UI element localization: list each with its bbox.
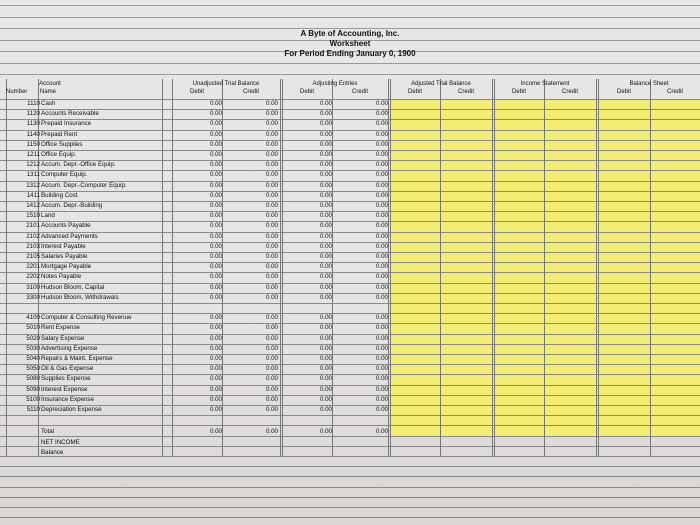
amount-adj_d: 0.00 (319, 100, 332, 107)
account-number: 1312 (26, 181, 40, 189)
account-name: Accum. Depr.-Computer Equip. (41, 181, 127, 189)
account-number: 5110 (26, 406, 40, 413)
table-row (6, 395, 700, 404)
amount-adj_c: 0.00 (375, 151, 388, 158)
amount-utb_d: 0.00 (209, 161, 222, 169)
amount-utb_c: 0.00 (265, 242, 278, 250)
group-title-0: Unadjusted Trial Balance (192, 81, 260, 87)
grid-hline (0, 517, 700, 518)
grid-hline (0, 415, 700, 416)
amount-adj_d: 0.00 (319, 232, 332, 240)
account-name: Salaries Payable (41, 253, 88, 260)
amount-utb_c: 0.00 (265, 406, 278, 413)
amount-adj_c: 0.00 (375, 344, 388, 352)
account-number: 4100 (26, 314, 40, 322)
footer-label: Balance (41, 448, 64, 456)
table-row (6, 170, 700, 179)
amount-utb_c: 0.00 (265, 212, 278, 220)
amount-adj_d: 0.00 (319, 406, 332, 413)
table-row (6, 293, 700, 302)
account-name: Hudson Bloom, Capital (41, 283, 105, 291)
account-name: Rent Expense (41, 324, 80, 332)
amount-utb_d: 0.00 (209, 171, 222, 179)
table-row (6, 283, 700, 292)
table-row (6, 272, 700, 281)
amount-utb_d: 0.00 (209, 151, 222, 158)
grid-hline (0, 425, 700, 426)
table-row (6, 99, 700, 108)
amount-adj_c: 0.00 (375, 263, 388, 271)
amount-adj_d: 0.00 (319, 202, 332, 209)
amount-utb_d: 0.00 (209, 212, 222, 220)
amount-utb_c: 0.00 (265, 324, 278, 332)
account-name: Advanced Payments (41, 232, 98, 240)
amount-utb_d: 0.00 (209, 232, 222, 240)
amount-adj_c: 0.00 (375, 130, 388, 138)
account-name: Mortgage Payable (41, 263, 92, 271)
amount-utb_c: 0.00 (265, 293, 278, 301)
account-number: 5040 (26, 355, 40, 362)
group-title-3: Income Statement (520, 81, 570, 87)
account-name: Accum. Depr.-Building (41, 202, 103, 209)
table-row (6, 109, 700, 118)
amount-utb_d: 0.00 (209, 242, 222, 250)
amount-utb_c: 0.00 (265, 263, 278, 271)
group-debit-4: Debit (616, 89, 631, 95)
amount-utb_d: 0.00 (209, 355, 222, 362)
amount-adj_c: 0.00 (375, 202, 388, 209)
footer-row (6, 448, 700, 457)
group-debit-0: Debit (189, 89, 204, 95)
account-number: 1211 (26, 151, 40, 158)
amount-utb_c: 0.00 (265, 171, 278, 179)
account-number: 1411 (26, 191, 40, 199)
table-row (6, 334, 700, 343)
amount-utb_c: 0.00 (265, 355, 278, 362)
account-name: Supplies Expense (41, 375, 91, 383)
amount-utb_d: 0.00 (209, 202, 222, 209)
account-number: 2101 (26, 222, 40, 230)
group-credit-2: Credit (457, 89, 474, 95)
grid-hline (0, 487, 700, 488)
table-row (6, 201, 700, 210)
amount-utb_d: 0.00 (209, 365, 222, 373)
amount-adj_d: 0.00 (319, 428, 332, 436)
amount-adj_d: 0.00 (319, 222, 332, 230)
group-debit-1: Debit (299, 89, 314, 95)
amount-adj_d: 0.00 (319, 375, 332, 383)
amount-utb_c: 0.00 (265, 344, 278, 352)
amount-utb_d: 0.00 (209, 314, 222, 322)
amount-utb_c: 0.00 (265, 120, 278, 128)
amount-utb_c: 0.00 (265, 140, 278, 148)
amount-utb_d: 0.00 (209, 428, 222, 436)
account-name: Accounts Receivable (41, 110, 99, 118)
amount-adj_d: 0.00 (319, 253, 332, 260)
footer-label: NET INCOME (41, 438, 80, 446)
amount-utb_c: 0.00 (265, 110, 278, 118)
amount-utb_d: 0.00 (209, 140, 222, 148)
amount-adj_d: 0.00 (319, 191, 332, 199)
amount-adj_d: 0.00 (319, 365, 332, 373)
amount-utb_c: 0.00 (265, 273, 278, 281)
table-row (6, 374, 700, 383)
group-title-2: Adjusted Trial Balance (411, 81, 471, 87)
amount-adj_c: 0.00 (375, 253, 388, 260)
account-number: 5090 (26, 385, 40, 393)
amount-utb_c: 0.00 (265, 334, 278, 342)
amount-adj_c: 0.00 (375, 406, 388, 413)
amount-utb_d: 0.00 (209, 395, 222, 403)
amount-utb_d: 0.00 (209, 181, 222, 189)
account-name: Computer & Consulting Revenue (41, 314, 132, 322)
account-name: Oil & Gas Expense (41, 365, 94, 373)
account-number: 5050 (26, 365, 40, 373)
account-name: Office Equip. (41, 151, 77, 158)
amount-utb_d: 0.00 (209, 120, 222, 128)
amount-adj_c: 0.00 (375, 314, 388, 322)
account-number: 2201 (26, 263, 40, 271)
amount-adj_d: 0.00 (319, 263, 332, 271)
account-number: 2103 (26, 242, 40, 250)
group-credit-3: Credit (561, 89, 578, 95)
group-debit-3: Debit (511, 89, 526, 95)
amount-utb_c: 0.00 (265, 283, 278, 291)
group-title-1: Adjusting Entries (312, 81, 358, 87)
account-number: 5030 (26, 344, 40, 352)
amount-utb_c: 0.00 (265, 181, 278, 189)
table-row (6, 323, 700, 332)
account-name: Notes Payable (41, 273, 82, 281)
company-title: A Byte of Accounting, Inc. (300, 29, 400, 38)
amount-adj_d: 0.00 (319, 395, 332, 403)
table-row (6, 119, 700, 128)
grid-hline (0, 507, 700, 508)
amount-utb_c: 0.00 (265, 130, 278, 138)
account-number: 1110 (27, 100, 40, 107)
account-name: Accum. Depr.-Office Equip. (41, 161, 116, 169)
table-row (6, 140, 700, 149)
amount-utb_c: 0.00 (265, 222, 278, 230)
account-number: 1150 (26, 140, 40, 148)
grid-hline (0, 497, 700, 498)
amount-adj_d: 0.00 (319, 130, 332, 138)
amount-utb_c: 0.00 (265, 395, 278, 403)
account-number: 2202 (26, 273, 40, 281)
total-label: Total (41, 428, 55, 436)
table-row (6, 242, 700, 251)
amount-adj_c: 0.00 (375, 324, 388, 332)
amount-utb_c: 0.00 (265, 202, 278, 209)
table-row (6, 221, 700, 230)
account-number: 5020 (26, 334, 40, 342)
amount-adj_d: 0.00 (319, 334, 332, 342)
amount-adj_c: 0.00 (375, 191, 388, 199)
table-row (6, 160, 700, 169)
amount-utb_c: 0.00 (265, 100, 278, 107)
amount-utb_d: 0.00 (209, 406, 222, 413)
account-name: Accounts Payable (41, 222, 91, 230)
table-row (6, 262, 700, 271)
amount-utb_c: 0.00 (265, 428, 278, 436)
amount-adj_c: 0.00 (375, 140, 388, 148)
amount-utb_d: 0.00 (209, 130, 222, 138)
account-number: 2105 (26, 253, 40, 260)
amount-adj_d: 0.00 (319, 385, 332, 393)
total-row (6, 427, 700, 436)
amount-utb_d: 0.00 (209, 110, 222, 118)
amount-adj_d: 0.00 (319, 314, 332, 322)
table-row (6, 354, 700, 363)
amount-utb_d: 0.00 (209, 283, 222, 291)
amount-utb_c: 0.00 (265, 385, 278, 393)
amount-adj_c: 0.00 (375, 120, 388, 128)
account-name: Interest Payable (41, 242, 86, 250)
number-header: Number (6, 89, 28, 95)
account-name: Repairs & Maint. Expense (41, 355, 113, 362)
account-number: 5080 (26, 375, 40, 383)
account-number: 1311 (26, 171, 40, 179)
amount-utb_d: 0.00 (209, 375, 222, 383)
amount-adj_c: 0.00 (375, 171, 388, 179)
amount-adj_d: 0.00 (319, 110, 332, 118)
amount-adj_c: 0.00 (375, 110, 388, 118)
amount-adj_d: 0.00 (319, 344, 332, 352)
amount-utb_c: 0.00 (265, 232, 278, 240)
amount-utb_d: 0.00 (209, 334, 222, 342)
amount-utb_c: 0.00 (265, 314, 278, 322)
amount-adj_d: 0.00 (319, 181, 332, 189)
account-number: 1212 (26, 161, 40, 169)
account-number: 3300 (26, 293, 40, 301)
amount-adj_c: 0.00 (375, 293, 388, 301)
account-number: 5010 (26, 324, 40, 332)
amount-adj_d: 0.00 (319, 151, 332, 158)
amount-utb_d: 0.00 (209, 324, 222, 332)
amount-adj_c: 0.00 (375, 161, 388, 169)
amount-adj_d: 0.00 (319, 355, 332, 362)
table-row (6, 232, 700, 241)
amount-adj_c: 0.00 (375, 283, 388, 291)
amount-adj_d: 0.00 (319, 140, 332, 148)
amount-adj_d: 0.00 (319, 273, 332, 281)
table-row (6, 130, 700, 139)
amount-utb_c: 0.00 (265, 253, 278, 260)
account-name: Salary Expense (41, 334, 85, 342)
table-row (6, 150, 700, 159)
amount-utb_d: 0.00 (209, 273, 222, 281)
account-name: Cash (41, 100, 56, 107)
account-header: Account (39, 81, 61, 87)
amount-utb_c: 0.00 (265, 161, 278, 169)
amount-adj_c: 0.00 (375, 375, 388, 383)
table-row (6, 181, 700, 190)
group-credit-1: Credit (351, 89, 368, 95)
amount-utb_d: 0.00 (209, 385, 222, 393)
account-name: Computer Equip. (41, 171, 88, 179)
group-credit-0: Credit (242, 89, 259, 95)
doc-title: Worksheet (329, 39, 371, 48)
table-row (6, 191, 700, 200)
amount-adj_c: 0.00 (375, 355, 388, 362)
amount-utb_d: 0.00 (209, 191, 222, 199)
group-credit-4: Credit (666, 89, 683, 95)
amount-adj_c: 0.00 (375, 242, 388, 250)
grid-hline (0, 466, 700, 467)
table-row (6, 344, 700, 353)
account-number: 1140 (26, 130, 40, 138)
grid-hline (0, 303, 700, 304)
account-name: Land (41, 212, 55, 220)
amount-adj_c: 0.00 (375, 273, 388, 281)
amount-adj_c: 0.00 (375, 385, 388, 393)
amount-adj_c: 0.00 (375, 428, 388, 436)
amount-utb_d: 0.00 (209, 100, 222, 107)
amount-adj_c: 0.00 (375, 212, 388, 220)
table-row (6, 211, 700, 220)
name-header: Name (40, 89, 57, 95)
amount-adj_c: 0.00 (375, 395, 388, 403)
account-name: Depreciation Expense (41, 406, 102, 413)
account-name: Hudson Bloom, Withdrawals (41, 293, 119, 301)
account-number: 1510 (26, 212, 40, 220)
table-row (6, 364, 700, 373)
amount-utb_c: 0.00 (265, 375, 278, 383)
table-row (6, 252, 700, 261)
amount-adj_d: 0.00 (319, 171, 332, 179)
footer-row (6, 438, 700, 447)
account-number: 2102 (26, 232, 40, 240)
amount-adj_d: 0.00 (319, 293, 332, 301)
account-name: Prepaid Rent (41, 130, 78, 138)
account-name: Advertising Expense (41, 344, 98, 352)
table-row (6, 313, 700, 322)
account-number: 5100 (26, 395, 40, 403)
amount-adj_c: 0.00 (375, 334, 388, 342)
amount-adj_c: 0.00 (375, 222, 388, 230)
account-name: Building Cost (41, 191, 78, 199)
table-row (6, 385, 700, 394)
amount-adj_c: 0.00 (375, 232, 388, 240)
table-row (6, 405, 700, 414)
amount-utb_c: 0.00 (265, 365, 278, 373)
account-name: Insurance Expense (41, 395, 94, 403)
amount-adj_d: 0.00 (319, 242, 332, 250)
period-title: For Period Ending January 0, 1900 (284, 49, 416, 58)
amount-adj_d: 0.00 (319, 283, 332, 291)
amount-adj_c: 0.00 (375, 365, 388, 373)
group-title-4: Balance Sheet (629, 81, 669, 87)
amount-utb_c: 0.00 (265, 151, 278, 158)
amount-utb_d: 0.00 (209, 293, 222, 301)
group-debit-2: Debit (407, 89, 422, 95)
amount-utb_d: 0.00 (209, 253, 222, 260)
amount-adj_c: 0.00 (375, 100, 388, 107)
amount-adj_d: 0.00 (319, 212, 332, 220)
grid-hline (0, 476, 700, 477)
account-number: 1130 (26, 120, 40, 128)
account-number: 3100 (26, 283, 40, 291)
account-name: Prepaid Insurance (41, 120, 92, 128)
amount-adj_d: 0.00 (319, 324, 332, 332)
account-number: 1120 (26, 110, 40, 118)
amount-utb_d: 0.00 (209, 222, 222, 230)
account-number: 1412 (26, 202, 40, 209)
amount-utb_d: 0.00 (209, 263, 222, 271)
amount-utb_c: 0.00 (265, 191, 278, 199)
amount-adj_d: 0.00 (319, 161, 332, 169)
account-name: Office Supplies (41, 140, 83, 148)
account-name: Interest Expense (41, 385, 88, 393)
amount-utb_d: 0.00 (209, 344, 222, 352)
amount-adj_c: 0.00 (375, 181, 388, 189)
amount-adj_d: 0.00 (319, 120, 332, 128)
